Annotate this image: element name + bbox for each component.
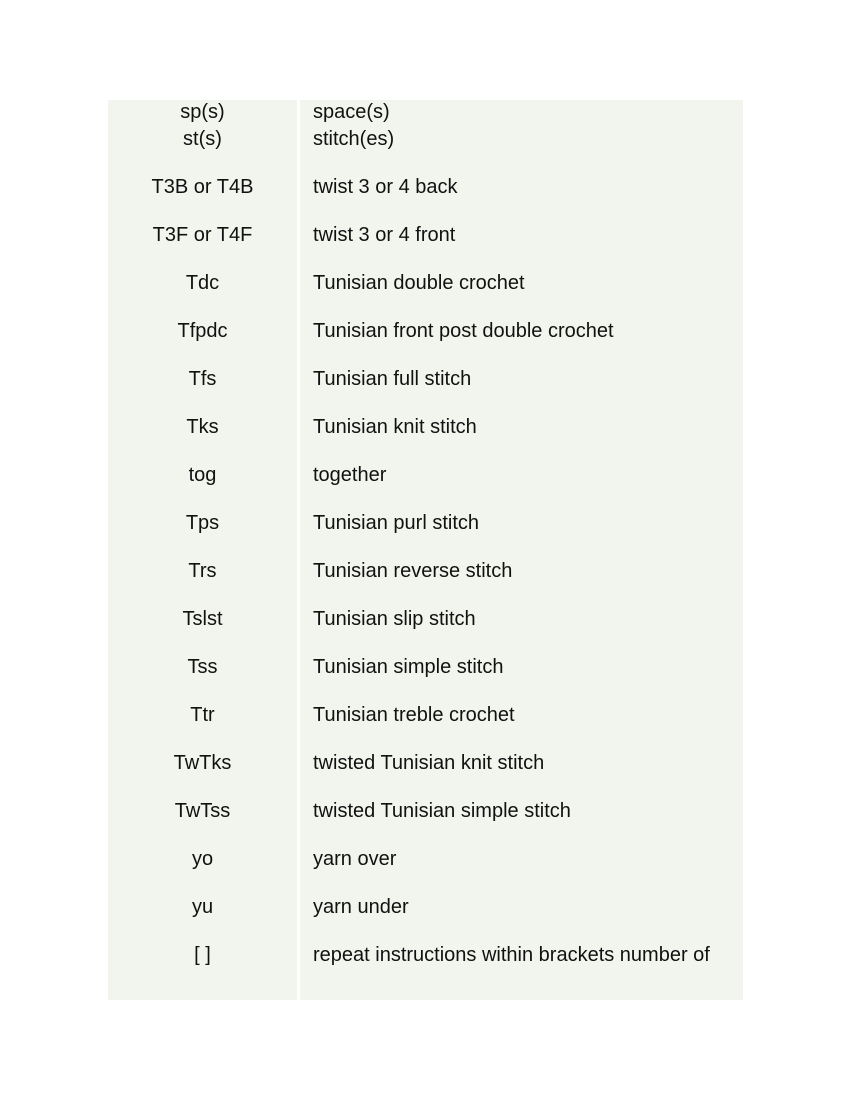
- meaning-cell: Tunisian reverse stitch: [313, 560, 513, 582]
- abbreviation-cell: Tps: [185, 512, 220, 534]
- meaning-cell: twist 3 or 4 front: [313, 224, 456, 246]
- meaning-cell: Tunisian knit stitch: [313, 416, 477, 438]
- meaning-cell: Tunisian slip stitch: [313, 608, 476, 630]
- abbreviation-cell: Tfs: [188, 368, 217, 390]
- meaning-cell: twisted Tunisian simple stitch: [313, 800, 571, 822]
- meaning-cell: repeat instructions within brackets number of: [313, 944, 710, 966]
- meaning-cell: yarn over: [313, 848, 397, 870]
- abbreviation-cell: Trs: [188, 560, 217, 582]
- abbreviation-cell: T3B or T4B: [151, 176, 254, 198]
- abbreviation-cell: Tss: [187, 656, 218, 678]
- meaning-cell: Tunisian double crochet: [313, 272, 525, 294]
- meaning-cell: twisted Tunisian knit stitch: [313, 752, 545, 774]
- meaning-cell: Tunisian front post double crochet: [313, 320, 614, 342]
- meaning-column: [300, 100, 743, 1000]
- abbreviation-cell: Tslst: [182, 608, 223, 630]
- abbreviation-cell: Ttr: [190, 704, 215, 726]
- abbreviation-cell: yo: [191, 848, 214, 870]
- meaning-cell: Tunisian purl stitch: [313, 512, 479, 534]
- abbreviation-cell: TwTks: [173, 752, 232, 774]
- meaning-cell: space(s): [313, 101, 390, 123]
- meaning-cell: stitch(es): [313, 128, 395, 150]
- meaning-cell: Tunisian simple stitch: [313, 656, 504, 678]
- abbreviation-cell: tog: [188, 464, 217, 486]
- meaning-cell: twist 3 or 4 back: [313, 176, 458, 198]
- abbreviation-cell: TwTss: [174, 800, 231, 822]
- abbreviation-cell: Tdc: [185, 272, 220, 294]
- meaning-cell: Tunisian full stitch: [313, 368, 472, 390]
- abbreviation-cell: T3F or T4F: [152, 224, 253, 246]
- abbreviation-cell: sp(s): [180, 101, 225, 123]
- meaning-cell: Tunisian treble crochet: [313, 704, 515, 726]
- abbreviation-cell: Tks: [186, 416, 219, 438]
- abbreviation-cell: st(s): [183, 128, 222, 150]
- abbreviations-table: [108, 100, 743, 1000]
- meaning-cell: yarn under: [313, 896, 409, 918]
- meaning-cell: together: [313, 464, 387, 486]
- abbreviation-cell: [ ]: [194, 944, 211, 966]
- abbreviation-cell: yu: [191, 896, 214, 918]
- abbreviation-cell: Tfpdc: [177, 320, 228, 342]
- abbreviation-column: [108, 100, 297, 1000]
